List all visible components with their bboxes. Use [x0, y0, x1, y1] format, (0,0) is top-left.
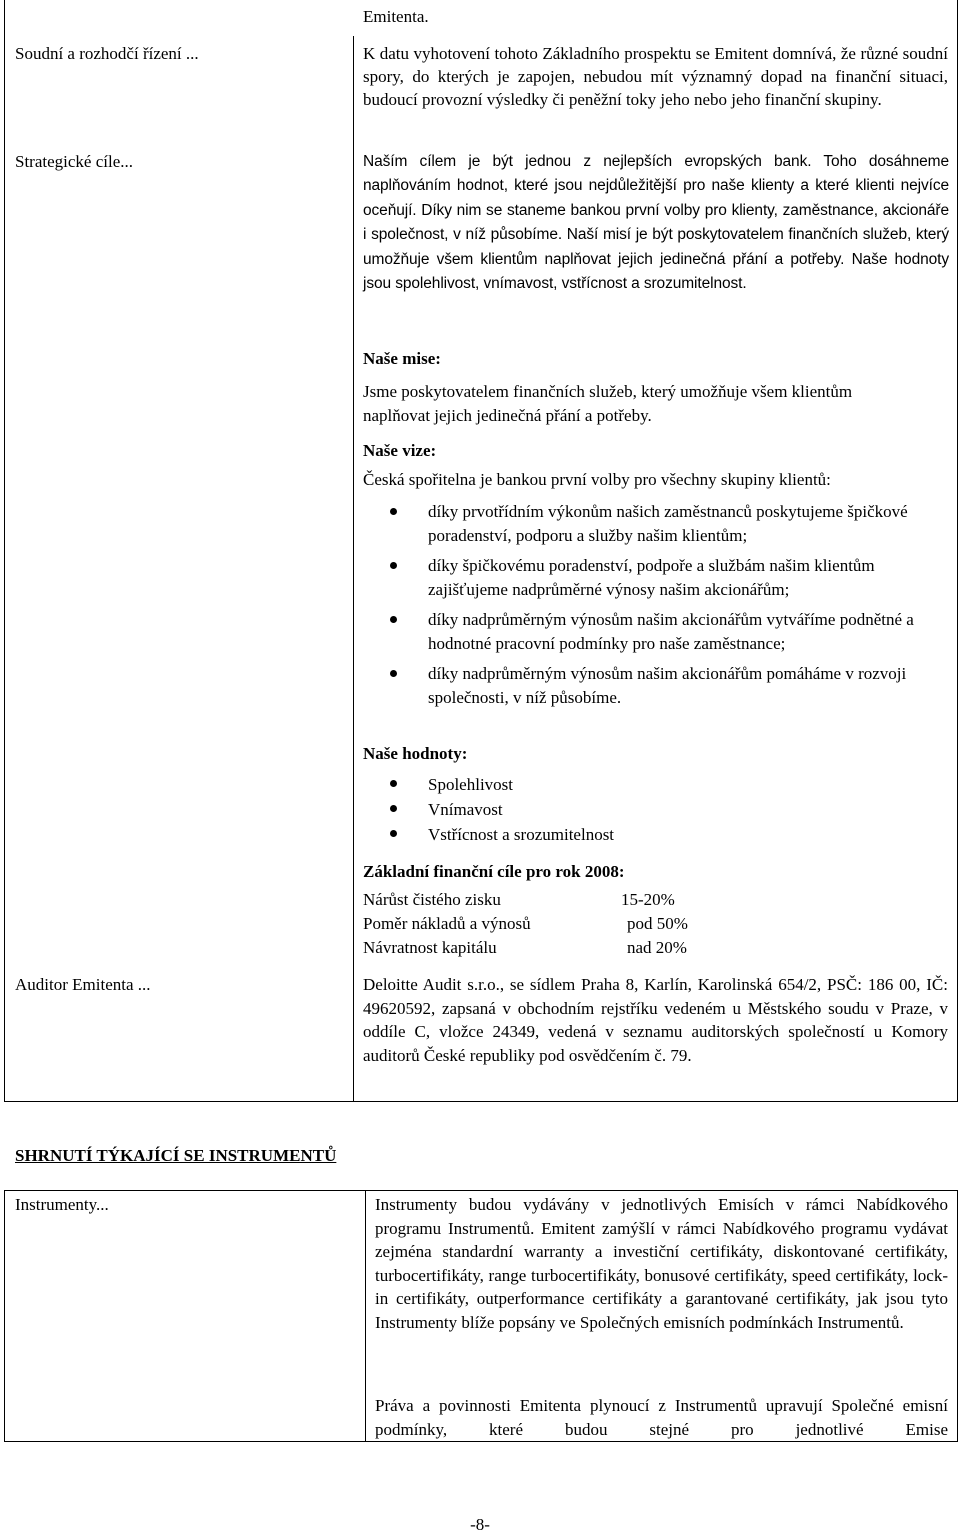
bullet-icon — [390, 780, 397, 787]
list-item — [363, 772, 903, 797]
page-number: -8- — [470, 1515, 490, 1534]
bullet-icon — [390, 670, 397, 677]
list-item-text: Vstřícnost a srozumitelnost — [428, 825, 615, 844]
mise-heading: Naše mise: — [363, 349, 441, 368]
financial-goal-value: nad 20% — [627, 938, 687, 957]
bullet-icon — [390, 508, 397, 515]
list-item-text: Spolehlivost — [428, 775, 514, 794]
vize-list — [363, 500, 943, 710]
column-divider — [353, 36, 354, 1101]
bullet-icon — [390, 562, 397, 569]
column-divider — [365, 1190, 366, 1441]
bullet-icon — [390, 616, 397, 623]
court-proceedings-text: K datu vyhotovení tohoto Základního prospektu se Emitent domnívá, že různé soudní spory, do kterých je zapojen, nebudou mít významný dopad na finanční situaci, budoucí provozní výsledky či peněžní toky jeho nebo jeho finanční skupiny. — [363, 44, 948, 109]
row-label-strategic-goals: Strategické cíle... — [15, 152, 134, 171]
hodnoty-list — [363, 772, 903, 847]
financial-goal-value: 15-20% — [621, 890, 675, 909]
row-label-instruments: Instrumenty... — [15, 1195, 109, 1214]
auditor-text: Deloitte Audit s.r.o., se sídlem Praha 8, Karlín, Karolinská 654/2, PSČ: 186 00, IČ: 49620592, zapsaná v obchodním rejstříku vedeném u Městského soudu v Praze, v oddíle C, vložce 24349, vedená v seznamu auditorských společností u Komory auditorů České republiky pod osvědčením č. 79. — [363, 975, 948, 1065]
list-item-text: Vnímavost — [428, 800, 503, 819]
instruments-paragraph-2: Práva a povinnosti Emitenta plynoucí z Instrumentů upravují Společné emisní podmínky, které budou stejné pro jednotlivé Emise — [375, 1396, 948, 1439]
financial-goal-name: Poměr nákladů a výnosů — [363, 914, 531, 933]
financial-goals-heading: Základní finanční cíle pro rok 2008: — [363, 862, 625, 881]
financial-goal-value: pod 50% — [627, 914, 688, 933]
section-heading-instruments: SHRNUTÍ TÝKAJÍCÍ SE INSTRUMENTŮ — [15, 1146, 337, 1165]
list-item — [363, 554, 943, 602]
list-item — [363, 822, 903, 847]
row-label-auditor: Auditor Emitenta ... — [15, 975, 151, 994]
list-item-text: díky prvotřídním výkonům našich zaměstnanců poskytujeme špičkové poradenství, podporu a služby našim klientům; — [428, 502, 908, 545]
bullet-icon — [390, 805, 397, 812]
instruments-paragraph-1: Instrumenty budou vydávány v jednotlivých Emisích v rámci Nabídkového programu Instrumentů. Emitent zamýšlí v rámci Nabídkového programu vydávat zejména standardní warranty a investiční certifikáty, diskontované certifikáty, turbocertifikáty, range turbocertifikáty, bonusové certifikáty, speed certifikáty, lock-in certifikáty, outperformance certifikáty a garantované certifikáty, jak jsou tyto Instrumenty blíže popsány ve Společných emisních podmínkách Instrumentů. — [375, 1195, 948, 1332]
financial-goal-name: Návratnost kapitálu — [363, 938, 497, 957]
continuation-text: Emitenta. — [363, 7, 429, 26]
financial-goal-name: Nárůst čistého zisku — [363, 890, 501, 909]
list-item-text: díky špičkovému poradenství, podpoře a službám našim klientům zajišťujeme nadprůměrné výnosy našim akcionářům; — [428, 556, 875, 599]
list-item — [363, 500, 943, 548]
list-item — [363, 608, 943, 656]
vize-heading: Naše vize: — [363, 441, 437, 460]
hodnoty-heading: Naše hodnoty: — [363, 744, 468, 763]
list-item — [363, 797, 903, 822]
strategic-goals-text: Naším cílem je být jednou z nejlepších evropských bank. Toho dosáhneme naplňováním hodnot, které jsou nejdůležitější pro naše klienty a které klienti nejvíce oceňují. Díky nim se staneme bankou první volby pro klienty, zaměstnance, akcionáře i společnost, v níž působíme. Naší misí je být poskytovatelem finančních služeb, který umožňuje všem klientům naplňovat jejich jedinečná přání a potřeby. Naše hodnoty jsou spolehlivost, vnímavost, vstřícnost a srozumitelnost. — [363, 153, 949, 293]
mise-text: Jsme poskytovatelem finančních služeb, který umožňuje všem klientům naplňovat jejich jedinečná přání a potřeby. — [363, 382, 853, 425]
list-item-text: díky nadprůměrným výnosům našim akcionářům pomáháme v rozvoji společnosti, v níž působíme. — [428, 664, 907, 707]
list-item — [363, 662, 943, 710]
list-item-text: díky nadprůměrným výnosům našim akcionářům vytváříme podnětné a hodnotné pracovní podmínky pro naše zaměstnance; — [428, 610, 914, 653]
bullet-icon — [390, 830, 397, 837]
vize-intro: Česká spořitelna je bankou první volby pro všechny skupiny klientů: — [363, 470, 831, 489]
row-label-court-proceedings: Soudní a rozhodčí řízení ... — [15, 44, 199, 63]
